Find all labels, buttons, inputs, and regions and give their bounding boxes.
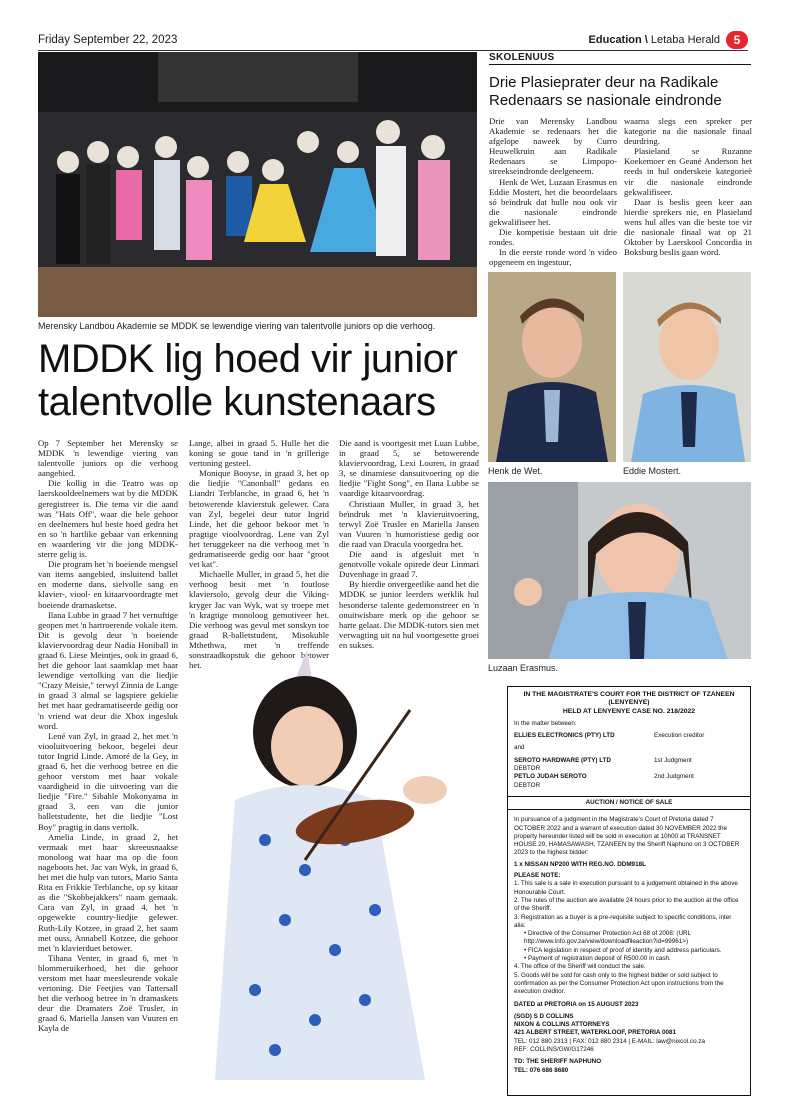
paragraph: Plasieland se Ruzanne Koekemoer en Geané Anderson het reeds in hul onderskeie kategorieë vir die nasionale eindronde gekwalifiseer. [624,146,752,197]
paragraph: Drie van Merensky Landbou Akademie se redenaars het die afgelope naweek by Curro Heuwelkruin aan Radikale Redenaars se Limpopo-streekseindronde deelgeneem. [489,116,617,177]
section-kicker: SKOLENUUS [489,52,555,63]
firm-reference: REF: COLLINS/GW/G17246 [514,1045,594,1053]
stage-group-photo [38,52,477,317]
sale-item: 1 x NISSAN NP200 WITH REG.NO. DDM918L [514,860,646,868]
notice-body: In pursuance of a judgment in the Magistrate's Court of Pretoria dated 7 OCTOBER 2022 and a warrant of execution dated 30 NOVEMBER 2022 the property hereunder listed will be sold in execution at 10h00 at TRANSNET HOUSE 20, HAMASAWASH, TZANEEN by the Sheriff Naphuno on 3 OCTOBER 2023 to the highest bidder: [514,816,740,857]
matter-label: In the matter between: [514,719,577,727]
article-column-2 [189,438,329,671]
article-column-3 [339,438,479,663]
court-name: IN THE MAGISTRATE'S COURT FOR THE DISTRICT OF TZANEEN (LENYENYE) [523,691,735,707]
case-number: HELD AT LENYENYE CASE NO. 218/2022 [562,707,696,715]
dated-line: DATED at PRETORIA on 15 AUGUST 2023 [514,1000,639,1008]
paragraph: Lange, albei in graad 5. Hulle het die koning se goue tand in 'n grillerige vertoning gesteel. [189,438,329,469]
paragraph: Ilana Lubbe in graad 7 het vernuftige geopen met 'n hartroerende vokale item. Dit is gevolg deur 'n boeiende klaviervoordrag deur Nadia Honiball in graad 6. Liese Meintjes, ook in graad 6, het die gehoor laat saamklap met haar lewendige vertolking van die liedjie "Crazy Meisie," terwyl Zinnia de Lange in graad 3 almal se lagspiere gekielie het met haar gedramatiseerde gedig oor 'n vriend wat deur die Xbox ingesluk word. [38,609,178,731]
paragraph: Tihana Venter, in graad 6, met 'n blommeruikerhoed, het die gehoor verstom met haar meesleurende vokale vertoning. Die Feetjies van Tattersall het die verhoog betree in 'n dramaskets deur die Dramaters Zoë Trusler, in graad 6, Mariella Jansen van Vuuren en Kayla de [38,952,178,1034]
article-headline: MDDK lig hoed vir junior talentvolle kunstenaars [38,337,458,425]
party-role: Execution creditor [654,732,705,740]
paragraph: Amelia Linde, in graad 2, het vermaak met haar skreeusnaakse monoloog wat haar ma op die foon nageboots het. Jac van Wyk, in graad 6, het met die hulp van tutors, Mario Santa Rita en Frikkie Terblanche, op sy kitaar as die "Skobbejakkers" naam gemaak. Cara van Zyl, in graad 4, het 'n opgewekte country-liedjie gelewer. Ruth-Lily Kotzee, in graad 2, het saam met ouss, Annabell Kotzee, die gehoor met 'n klavierduet betower. [38,831,178,953]
party-name: SEROTO HARDWARE (PTY) LTD [514,756,612,764]
firm-name: NIXON & COLLINS ATTORNEYS [514,1021,610,1029]
page-number: 5 [726,31,748,49]
auction-title: AUCTION / NOTICE OF SALE [508,796,750,810]
paragraph: Die kollig in die Teatro was op laerskooldeelnemers wat by die MDDK geregistreer is. Die tema vir die aand was "Hats Off", waar die hele gehoor en deelnemers hul beste hoed gedra het en so 'n hartlike gebaar van erkenning en waardering vir die jong MDDK-sterre gelig is. [38,478,178,560]
paragraph: Daar is beslis geen keer aan hierdie sprekers nie, en Plasieland wens hul alles van die beste toe vir die nasionale finaal wat op 21 Oktober by Laerskool Concordia in Boksburg beslis gaan word. [624,196,752,258]
paragraph: Op 7 September het Merensky se MDDK 'n lewendige viering van talentvolle juniors op die verhoog aangebied. [38,438,178,479]
paragraph: Christiaan Muller, in graad 3, het beïndruk met 'n klavieruitvoering, terwyl Zoë Trusler en Mariella Jansen van Vuuren 'n humoristiese gedig oor die raad van Dracula voorgedra het. [339,498,479,549]
note-item: • FICA legislation in respect of proof of identity and address particulars. [524,946,722,954]
luzaan-portrait [488,482,751,659]
party-name: ELLIES ELECTRONICS (PTY) LTD [514,732,615,740]
eddie-caption: Eddie Mostert. [623,466,682,476]
henk-portrait [488,272,616,462]
photo-caption: Merensky Landbou Akademie se MDDK se lewendige viering van talentvolle juniors op die verhoog. [38,321,436,331]
note-item: 1. This sale is a sale in execution pursuant to a judgement obtained in the above Honourable Court. [514,880,738,896]
header-rule [38,50,748,51]
sidebar-column-2 [624,116,752,266]
paragraph: waarna slegs een spreker per kategorie na die nasionale finaal deurdring. [624,116,752,147]
paragraph: Henk de Wet, Luzaan Erasmus en Eddie Mostert, het die beoordelaars só beïndruk dat hulle nou ook vir die nasionale eindronde gekwalifiseer het. [489,176,617,227]
please-note-label: PLEASE NOTE: [514,872,561,880]
recipient-tel: TEL: 076 686 8680 [514,1066,569,1074]
signature-line: (SGD) S D COLLINS [514,1012,574,1020]
paragraph: Die aand is voortgesit met Luan Lubbe, in graad 5, se betowerende klaviervoordrag, Lexi Louren, in graad 3, se dinamiese dansuitvoering op die liedjie "Fight Song", en Ilana Lubbe se vaardige kitaarvoordrag. [339,438,479,499]
firm-address: 421 ALBERT STREET, WATERKLOOF, PRETORIA 0081 [514,1029,676,1037]
note-item: 2. The rules of the auction are available 24 hours prior to the auction at the office of the Sheriff. [514,896,739,913]
legal-notice-box [507,686,751,1096]
article-column-1 [38,438,178,1078]
paragraph: Die kompetisie bestaan uit drie rondes. [489,227,617,248]
note-item: 5. Goods will be sold for cash only to the highest bidder or sold subject to confirmation as per the Consumer Protection Act upon instructions from the execution creditor. [514,971,724,996]
section-name: Education [588,34,642,46]
violinist-photo [195,650,480,1080]
firm-contact: TEL: 012 880 2313 | FAX: 012 880 2314 | E-MAIL: law@nixcol.co.za [514,1037,705,1045]
paragraph: Die program het 'n boeiende mengsel van items aangebied, insluitend ballet en moderne dans, sielvolle sang en klavier-, viool- en kitaarvoordragte met boeiende dramasketse. [38,559,178,610]
party-row [514,732,744,740]
paragraph: By hierdie onvergeetlike aand het die MDDK se junior leerders werklik hul besonderse talente gedemonstreer en 'n onuitwisbare merk op die gehoor se harte gelaat. Die MDDK-tutors sien met verwagting uit na hul voortgesette groei en sukses. [339,579,479,650]
note-item: • Directive of the Consumer Protection Act 68 of 2008: (URL http://www.info.gov.za/view/downloadfileaction?id=99961>) [524,930,691,946]
party-row [514,757,744,765]
debtor-label: DEBTOR [514,781,541,789]
party-role: 2nd Judgment [654,773,694,781]
paragraph: Monique Booyse, in graad 3, het op die liedjie "Canonball" gedans en Liandri Terblanche, in graad 6, het 'n betowerende klavierstuk gelewer. Cara van Zyl, begelei deur tutor Ingrid Linde, het die gehoor bekoor met 'n pragtige vioolvoordrag. Lene van Zyl het teruggekeer na die verhoog met 'n gedramatiseerde gedig oor haar "groot vet kat". [189,468,329,570]
publication-name: Letaba Herald [650,34,720,46]
party-role: 1st Judgment [654,756,692,764]
recipient-line: TD: THE SHERIFF NAPHUNO [514,1058,602,1066]
paragraph: Die aand is afgesluit met 'n genotvolle vokale opirede deur Linmari Duvenhage in graad 7. [339,549,479,580]
paragraph: Lené van Zyl, in graad 2, het met 'n viooluitvoering bekoor, begelei deur tutor Ingrid Linde. Amoré de la Gey, in graad 6, het die verhoog betree en die gehoor verstom met haar vokale vaardigheid in die uitvoering van die liedjie "Fire." Sibahle Mokonyama in graad 3, een van die junior balletstudente, het die liedjie "Lost Boy" pragtig in dans vertolk. [38,730,178,832]
sidebar-headline: Drie Plasieprater deur na Radikale Redenaars se nasionale eindronde [489,74,722,109]
party-row [514,773,744,781]
debtor-label: DEBTOR [514,765,541,773]
paragraph: Michaelle Muller, in graad 5, het die verhoog besit met 'n foutlose klaviersolo, gevolg deur die Viking-kryger Jac van Wyk, wat sy troepe met 'n kragtige monoloog gemotiveer het. Die verhoog was gevul met sonskyn toe graad R-balletstudent, Misokuhle Mthethwa, met 'n treffende sonstraadkopstuk die gehoor betower het. [189,569,329,671]
luzaan-caption: Luzaan Erasmus. [488,663,559,673]
note-item: • Payment of registration deposit of R500.00 in cash. [524,955,671,963]
note-item: 4. The office of the Sheriff will conduct the sale. [514,963,646,971]
henk-caption: Henk de Wet. [488,466,543,476]
section-label: Education \ Letaba Herald [588,34,720,46]
eddie-portrait [623,272,751,462]
sidebar-column-1 [489,116,617,266]
kicker-rule [489,64,751,65]
issue-date: Friday September 22, 2023 [38,34,178,46]
and-label: and [514,744,525,752]
party-name: PETLO JUDAH SEROTO [514,773,587,781]
note-item: 3. Registration as a buyer is a pre-requisite subject to specific conditions, inter alia: [514,913,732,929]
paragraph: In die eerste ronde word 'n video opgeneem en ingestuur, [489,247,617,268]
